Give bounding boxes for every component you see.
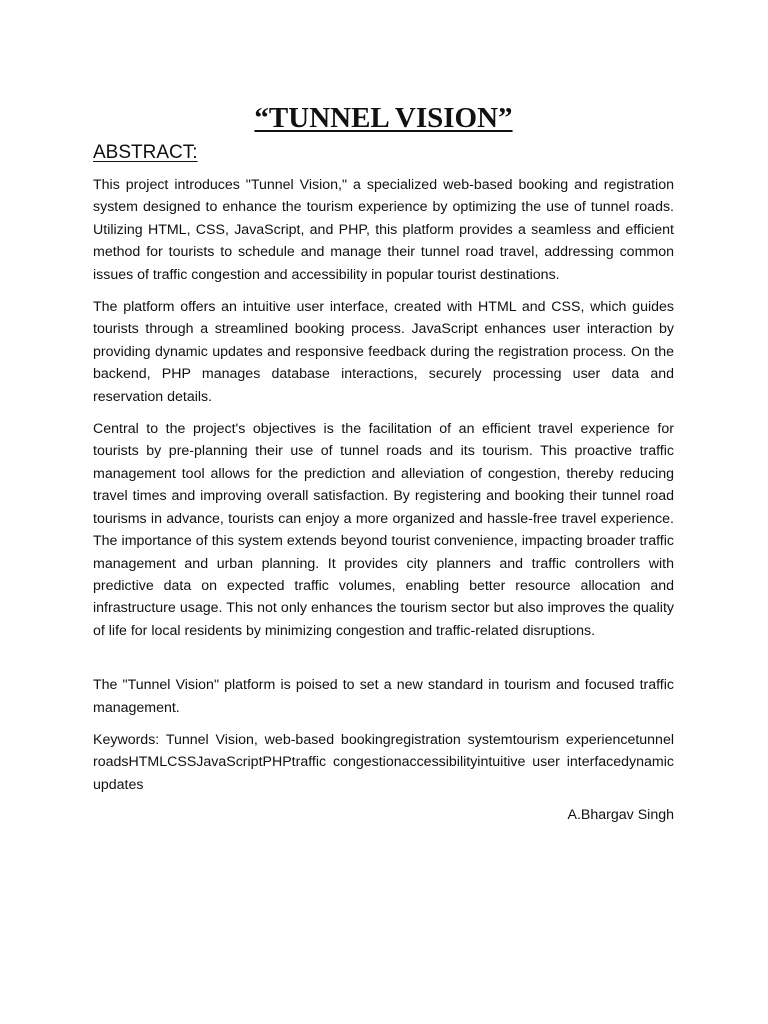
abstract-paragraph-3: Central to the project's objectives is the facilitation of an efficient travel experience for tourists by pre-planning their use of tunnel roads and its tourism. This proactive traffic management tool allows for the prediction and alleviation of congestion, thereby reducing travel times and improving overall satisfaction. By registering and booking their tunnel road tourisms in advance, tourists can enjoy a more organized and hassle-free travel experience. The importance of this system extends beyond tourist convenience, impacting broader traffic management and urban planning. It provides city planners and traffic controllers with predictive data on expected traffic volumes, enabling better resource allocation and infrastructure usage. This not only enhances the tourism sector but also improves the quality of life for local residents by minimizing congestion and traffic-related disruptions. xyxy=(93,421,674,639)
abstract-paragraph-1: This project introduces "Tunnel Vision," a specialized web-based booking and registration system designed to enhance the tourism experience by optimizing the use of tunnel roads. Utilizing HTML, CSS, JavaScript, and PHP, this platform provides a seamless and efficient method for tourists to schedule and manage their tunnel road travel, addressing common issues of traffic congestion and accessibility in popular tourist destinations. xyxy=(93,177,674,283)
document-page xyxy=(93,100,674,826)
keywords-paragraph: Keywords: Tunnel Vision, web-based bookingregistration systemtourism experiencetunnel roadsHTMLCSSJavaScriptPHPtraffic congestionaccessibilityintuitive user interfacedynamic updates xyxy=(93,731,674,793)
abstract-paragraph-2: The platform offers an intuitive user interface, created with HTML and CSS, which guides tourists through a streamlined booking process. JavaScript enhances user interaction by providing dynamic updates and responsive feedback during the registration process. On the backend, PHP manages database interactions, securely processing user data and reservation details. xyxy=(93,299,674,405)
abstract-heading: ABSTRACT: xyxy=(93,142,198,163)
document-title: “TUNNEL VISION” xyxy=(254,102,513,134)
author-signature: A.Bhargav Singh xyxy=(567,807,674,824)
abstract-paragraph-4: The "Tunnel Vision" platform is poised to set a new standard in tourism and focused traffic management. xyxy=(93,677,674,716)
